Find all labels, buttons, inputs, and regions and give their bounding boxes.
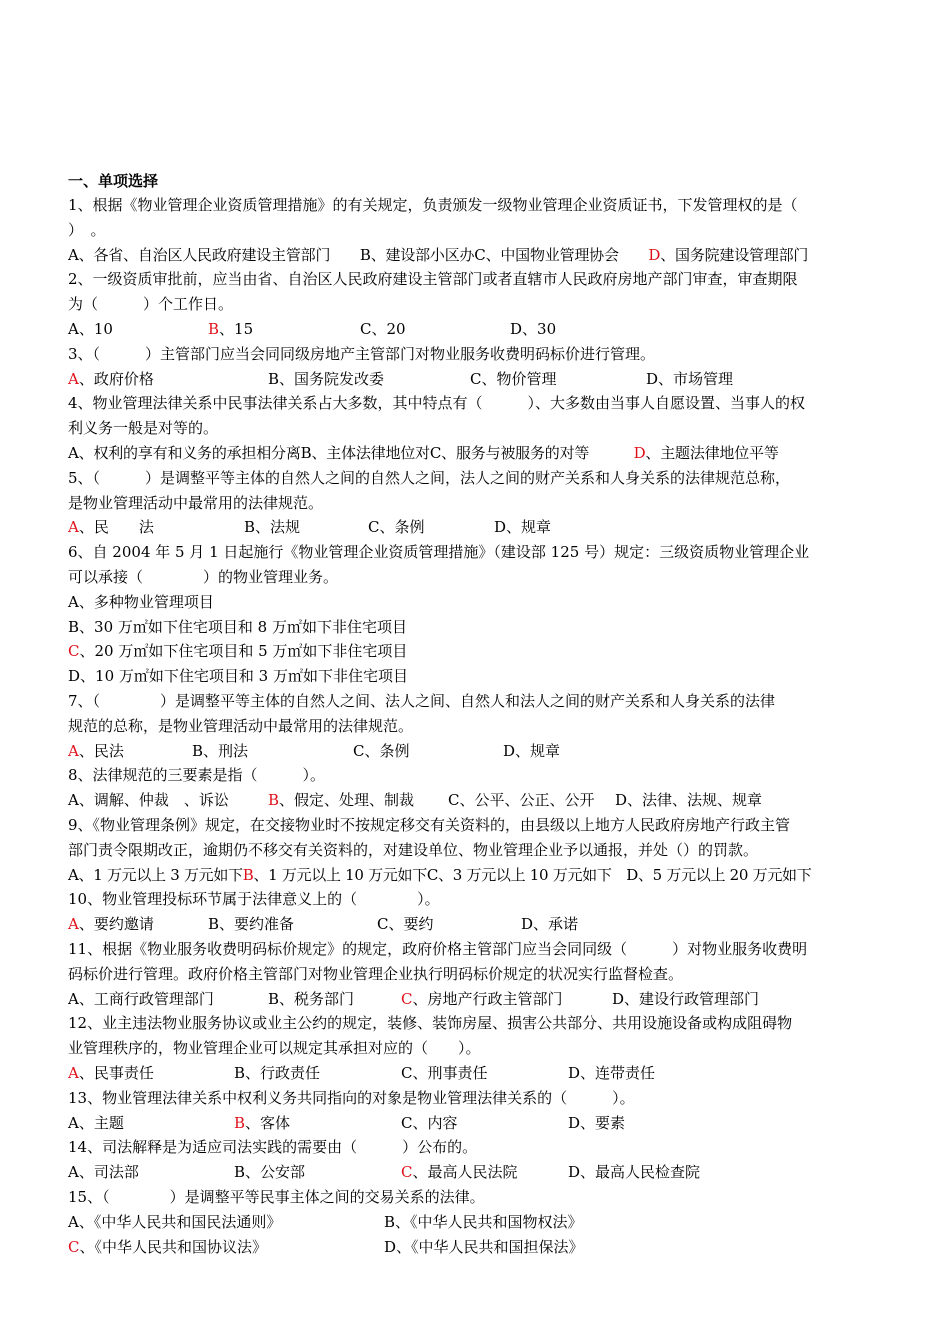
question-text-line: 部门责令限期改正，逾期仍不移交有关资料的，对建设单位、物业管理企业予以通报，并处（）的罚款。 bbox=[68, 840, 759, 859]
option-text: 、民法 bbox=[78, 741, 124, 760]
option-text: 、10 bbox=[78, 320, 113, 338]
option-text: 、30 万㎡如下住宅项目和 8 万㎡如下非住宅项目 bbox=[79, 617, 407, 636]
answer-option bbox=[268, 989, 354, 1009]
option-letter: A bbox=[68, 791, 79, 810]
option-text: 、公安部 bbox=[245, 1163, 306, 1182]
option-letter: B bbox=[68, 617, 80, 636]
option-letter: C bbox=[448, 791, 460, 810]
option-text: 、内容 bbox=[412, 1113, 458, 1132]
option-letter: C bbox=[426, 865, 439, 884]
option-letter: D bbox=[384, 1237, 397, 1256]
question-text-line: 规范的总称，是物业管理活动中最常用的法律规范。 bbox=[68, 716, 414, 735]
option-row bbox=[68, 1212, 883, 1234]
option-letter: A bbox=[68, 1212, 79, 1231]
answer-option bbox=[470, 369, 557, 389]
option-letter: B bbox=[242, 865, 254, 884]
option-letter: B bbox=[268, 989, 280, 1008]
option-letter: B bbox=[234, 1064, 246, 1082]
option-letter: A bbox=[68, 1113, 79, 1132]
option-text: 、主题 bbox=[78, 1113, 124, 1132]
question-text-line: 6、自 2004 年 5 月 1 日起施行《物业管理企业资质管理措施》（建设部 125 号）规定：三级资质物业管理企业 bbox=[68, 543, 810, 562]
option-text: 、主题法律地位平等 bbox=[645, 444, 779, 462]
question-text-line: 14、司法解释是为适应司法实践的需要由（ ）公布的。 bbox=[68, 1138, 478, 1157]
option-letter: A bbox=[68, 741, 79, 760]
option-text: 、15 bbox=[219, 320, 254, 338]
option-text: 、《中华人民共和国协议法》 bbox=[79, 1237, 267, 1256]
option-text: 、中国物业管理协会 bbox=[485, 245, 619, 264]
question-text-line: 码标价进行管理。政府价格主管部门对物业管理企业执行明码标价规定的状况实行监督检查。 bbox=[68, 964, 684, 983]
option-letter: B bbox=[244, 518, 256, 537]
option-text: 、行政责任 bbox=[245, 1064, 321, 1082]
option-letter: C bbox=[353, 741, 365, 760]
option-letter: D bbox=[510, 320, 523, 338]
option-letter: D bbox=[646, 369, 659, 388]
option-text: 、民 法 bbox=[78, 518, 154, 537]
option-letter: D bbox=[68, 667, 81, 686]
answer-option bbox=[401, 1113, 458, 1133]
answer-option bbox=[353, 741, 410, 761]
option-letter: B bbox=[192, 741, 204, 760]
option-text: 、法律、法规、规章 bbox=[627, 791, 763, 810]
option-letter: C bbox=[470, 369, 482, 388]
question-text-line: ） 。 bbox=[68, 220, 106, 239]
option-text: 、民事责任 bbox=[78, 1064, 154, 1082]
question-text-line: 利义务一般是对等的。 bbox=[68, 419, 219, 438]
answer-option bbox=[68, 1237, 267, 1257]
option-row bbox=[68, 319, 883, 341]
option-row bbox=[68, 245, 883, 267]
option-row bbox=[68, 1237, 883, 1259]
option-letter: C bbox=[401, 989, 413, 1008]
option-letter: B bbox=[208, 320, 220, 338]
answer-option bbox=[68, 369, 154, 389]
answer-option bbox=[568, 1162, 700, 1182]
option-text: 、司法部 bbox=[78, 1163, 139, 1182]
answer-option bbox=[68, 1063, 154, 1083]
option-text: 、要约准备 bbox=[219, 915, 295, 934]
answer-option bbox=[68, 1162, 139, 1182]
option-letter: B bbox=[234, 1163, 246, 1182]
option-text: 、条例 bbox=[379, 518, 425, 537]
option-text: 、《中华人民共和国民法通则》 bbox=[78, 1212, 282, 1231]
answer-option bbox=[68, 1212, 281, 1232]
question-text-line: 8、法律规范的三要素是指（ ）。 bbox=[68, 766, 326, 785]
answer-option bbox=[612, 989, 759, 1009]
option-letter: D bbox=[612, 989, 625, 1008]
question-text-line: 业管理秩序的，物业管理企业可以规定其承担对应的（ ）。 bbox=[68, 1039, 481, 1058]
option-row bbox=[68, 989, 883, 1011]
answer-option bbox=[208, 914, 294, 934]
option-text: 、1 万元以上 3 万元如下 bbox=[78, 865, 243, 884]
option-text: 、10 万㎡如下住宅项目和 3 万㎡如下非住宅项目 bbox=[80, 667, 408, 686]
option-text: 、各省、自治区人民政府建设主管部门 bbox=[78, 245, 331, 264]
option-row bbox=[68, 1063, 883, 1085]
option-text: 、3 万元以上 10 万元如下 bbox=[438, 865, 612, 884]
option-letter: C bbox=[401, 1064, 413, 1082]
option-row bbox=[68, 790, 883, 812]
option-text: 、1 万元以上 10 万元如下 bbox=[253, 865, 427, 884]
option-letter: C bbox=[68, 642, 80, 661]
answer-option bbox=[268, 790, 414, 810]
option-text: 、30 bbox=[522, 320, 557, 338]
option-text: 、服务与被服务的对等 bbox=[441, 444, 590, 462]
answer-option bbox=[234, 1113, 290, 1133]
option-gap bbox=[330, 246, 360, 264]
answer-option bbox=[68, 989, 214, 1009]
answer-option bbox=[208, 319, 253, 339]
answer-option bbox=[68, 617, 883, 639]
answer-option bbox=[384, 1212, 583, 1232]
question-text-line: 1、根据《物业管理企业资质管理措施》的有关规定，负责颁发一级物业管理企业资质证书，下发管理权的是（ bbox=[68, 196, 798, 214]
question-text-line: 3、（ ）主管部门应当会同同级房地产主管部门对物业服务收费明码标价进行管理。 bbox=[68, 344, 656, 363]
option-letter: B bbox=[268, 369, 280, 388]
option-letter: B bbox=[359, 245, 371, 264]
answer-option bbox=[494, 517, 551, 537]
option-letter: A bbox=[68, 320, 79, 338]
answer-option bbox=[268, 369, 384, 389]
option-text: 、假定、处理、制裁 bbox=[279, 791, 415, 810]
option-letter: C bbox=[368, 518, 380, 537]
answer-option bbox=[192, 741, 248, 761]
option-row bbox=[68, 1162, 883, 1184]
answer-option bbox=[646, 369, 733, 389]
option-letter: D bbox=[626, 865, 638, 884]
option-letter: D bbox=[568, 1113, 581, 1132]
option-letter: A bbox=[68, 1064, 79, 1082]
answer-option bbox=[68, 517, 154, 537]
option-letter: A bbox=[68, 592, 79, 611]
option-text: 、20 bbox=[371, 320, 406, 338]
answer-option bbox=[568, 1063, 655, 1083]
option-letter: D bbox=[648, 245, 661, 264]
option-text: 、承诺 bbox=[533, 915, 579, 934]
option-text: 、国务院建设管理部门 bbox=[660, 245, 809, 264]
option-letter: A bbox=[68, 865, 79, 884]
question-text-line: 可以承接（ ）的物业管理业务。 bbox=[68, 568, 339, 586]
answer-option bbox=[503, 741, 560, 761]
answer-option bbox=[568, 1113, 625, 1133]
option-text: 、公平、公正、公开 bbox=[459, 791, 595, 810]
option-letter: D bbox=[633, 444, 646, 462]
option-text: 、主体法律地位对 bbox=[311, 444, 430, 462]
question-text-line: 是物业管理活动中最常用的法律规范。 bbox=[68, 493, 324, 512]
question-text-line: 5、（ ）是调整平等主体的自然人之间的自然人之间，法人之间的财产关系和人身关系的法律规范总称， bbox=[68, 468, 791, 487]
option-row bbox=[68, 1113, 883, 1135]
answer-option bbox=[521, 914, 578, 934]
option-row bbox=[68, 914, 883, 936]
option-letter: D bbox=[494, 518, 507, 537]
answer-option bbox=[68, 1113, 124, 1133]
answer-option bbox=[68, 641, 883, 663]
answer-option bbox=[68, 741, 124, 761]
answer-option bbox=[360, 319, 406, 339]
option-text: 、建设行政管理部门 bbox=[624, 989, 760, 1008]
option-gap bbox=[612, 866, 627, 884]
option-row bbox=[68, 865, 883, 887]
option-text: 、条例 bbox=[364, 741, 410, 760]
option-row bbox=[68, 369, 883, 391]
question-text-line: 9、《物业管理条例》规定，在交接物业时不按规定移交有关资料的，由县级以上地方人民政府房地产行政主管 bbox=[68, 816, 791, 834]
answer-option bbox=[244, 517, 300, 537]
answer-option bbox=[234, 1063, 320, 1083]
question-text-line: 11、根据《物业服务收费明码标价规定》的规定，政府价格主管部门应当会同同级（ ）对物业服务收费明 bbox=[68, 940, 808, 958]
answer-option bbox=[368, 517, 425, 537]
option-letter: C bbox=[429, 444, 442, 462]
answer-option bbox=[510, 319, 556, 339]
option-letter: A bbox=[68, 444, 79, 462]
option-letter: C bbox=[68, 1237, 80, 1256]
question-text-line: 2、一级资质审批前，应当由省、自治区人民政府建设主管部门或者直辖市人民政府房地产部门审查，审查期限 bbox=[68, 270, 798, 289]
option-letter: B bbox=[208, 915, 220, 934]
question-text-line: 15、（ ）是调整平等民事主体之间的交易关系的法律。 bbox=[68, 1188, 485, 1206]
option-text: 、房地产行政主管部门 bbox=[412, 989, 563, 1008]
option-letter: C bbox=[377, 915, 389, 934]
answer-option bbox=[68, 790, 229, 810]
section-title: 一、单项选择 bbox=[68, 172, 159, 190]
option-letter: D bbox=[521, 915, 534, 934]
option-letter: C bbox=[401, 1113, 413, 1132]
option-text: 、物价管理 bbox=[481, 369, 557, 388]
option-letter: A bbox=[68, 1163, 79, 1182]
answer-option bbox=[68, 914, 154, 934]
answer-option bbox=[401, 1063, 488, 1083]
option-text: 、建设部小区办 bbox=[370, 245, 475, 264]
option-letter: B bbox=[234, 1113, 246, 1132]
option-text: 、刑事责任 bbox=[412, 1064, 488, 1082]
option-text: 、客体 bbox=[245, 1113, 291, 1132]
option-text: 、税务部门 bbox=[279, 989, 355, 1008]
option-text: 、20 万㎡如下住宅项目和 5 万㎡如下非住宅项目 bbox=[79, 642, 408, 661]
option-letter: A bbox=[68, 989, 79, 1008]
question-text-line: 为（ ）个工作日。 bbox=[68, 295, 234, 314]
option-text: 、连带责任 bbox=[580, 1064, 656, 1082]
option-letter: C bbox=[360, 320, 372, 338]
option-letter: A bbox=[68, 369, 79, 388]
answer-option bbox=[234, 1162, 305, 1182]
answer-option bbox=[448, 790, 595, 810]
option-letter: D bbox=[615, 791, 628, 810]
option-text: 、市场管理 bbox=[658, 369, 734, 388]
question-text-line: 12、业主违法物业服务协议或业主公约的规定，装修、装饰房屋、损害公共部分、共用设施设备或构成阻碍物 bbox=[68, 1014, 793, 1033]
option-letter: B bbox=[300, 444, 312, 462]
option-text: 、刑法 bbox=[203, 741, 249, 760]
option-row bbox=[68, 741, 883, 763]
option-text: 、《中华人民共和国物权法》 bbox=[395, 1212, 583, 1231]
option-text: 、要约邀请 bbox=[78, 915, 154, 934]
option-text: 、多种物业管理项目 bbox=[78, 592, 214, 611]
option-letter: D bbox=[503, 741, 516, 760]
option-text: 、最高人民检查院 bbox=[580, 1163, 701, 1182]
answer-option bbox=[401, 1162, 518, 1182]
option-letter: C bbox=[474, 245, 486, 264]
option-letter: C bbox=[401, 1163, 413, 1182]
option-letter: A bbox=[68, 915, 79, 934]
option-letter: B bbox=[384, 1212, 396, 1231]
question-text-line: 10、物业管理投标环节属于法律意义上的（ ）。 bbox=[68, 890, 440, 909]
answer-option bbox=[68, 592, 883, 614]
option-row bbox=[68, 517, 883, 539]
option-text: 、权利的享有和义务的承担相分离 bbox=[78, 444, 301, 462]
answer-option bbox=[68, 319, 113, 339]
question-text-line: 13、物业管理法律关系中权利义务共同指向的对象是物业管理法律关系的（ ）。 bbox=[68, 1088, 635, 1107]
option-text: 、规章 bbox=[515, 741, 561, 760]
option-text: 、调解、仲裁 、诉讼 bbox=[78, 791, 229, 810]
option-text: 、政府价格 bbox=[78, 369, 154, 388]
option-text: 、要约 bbox=[388, 915, 434, 934]
question-text-line: 7、（ ）是调整平等主体的自然人之间、法人之间、自然人和法人之间的财产关系和人身关系的法律 bbox=[68, 692, 776, 710]
option-text: 、《中华人民共和国担保法》 bbox=[396, 1237, 584, 1256]
option-text: 、要素 bbox=[580, 1113, 626, 1132]
answer-option bbox=[384, 1237, 584, 1257]
option-letter: D bbox=[568, 1064, 581, 1082]
option-text: 、最高人民法院 bbox=[412, 1163, 518, 1182]
option-text: 、法规 bbox=[255, 518, 301, 537]
question-text-line: 4、物业管理法律关系中民事法律关系占大多数，其中特点有（ ）、大多数由当事人自愿设置、当事人的权 bbox=[68, 394, 806, 413]
option-text: 、国务院发改委 bbox=[279, 369, 385, 388]
option-row bbox=[68, 443, 883, 465]
option-letter: A bbox=[68, 518, 79, 537]
answer-option bbox=[401, 989, 563, 1009]
option-text: 、规章 bbox=[506, 518, 552, 537]
option-text: 、5 万元以上 20 万元如下 bbox=[637, 865, 812, 884]
answer-option bbox=[615, 790, 762, 810]
option-letter: D bbox=[568, 1163, 581, 1182]
answer-option bbox=[68, 666, 883, 688]
option-letter: B bbox=[268, 791, 280, 810]
option-letter: A bbox=[68, 245, 79, 264]
answer-option bbox=[377, 914, 434, 934]
option-text: 、工商行政管理部门 bbox=[78, 989, 214, 1008]
option-gap bbox=[619, 246, 649, 264]
option-gap bbox=[589, 444, 633, 462]
